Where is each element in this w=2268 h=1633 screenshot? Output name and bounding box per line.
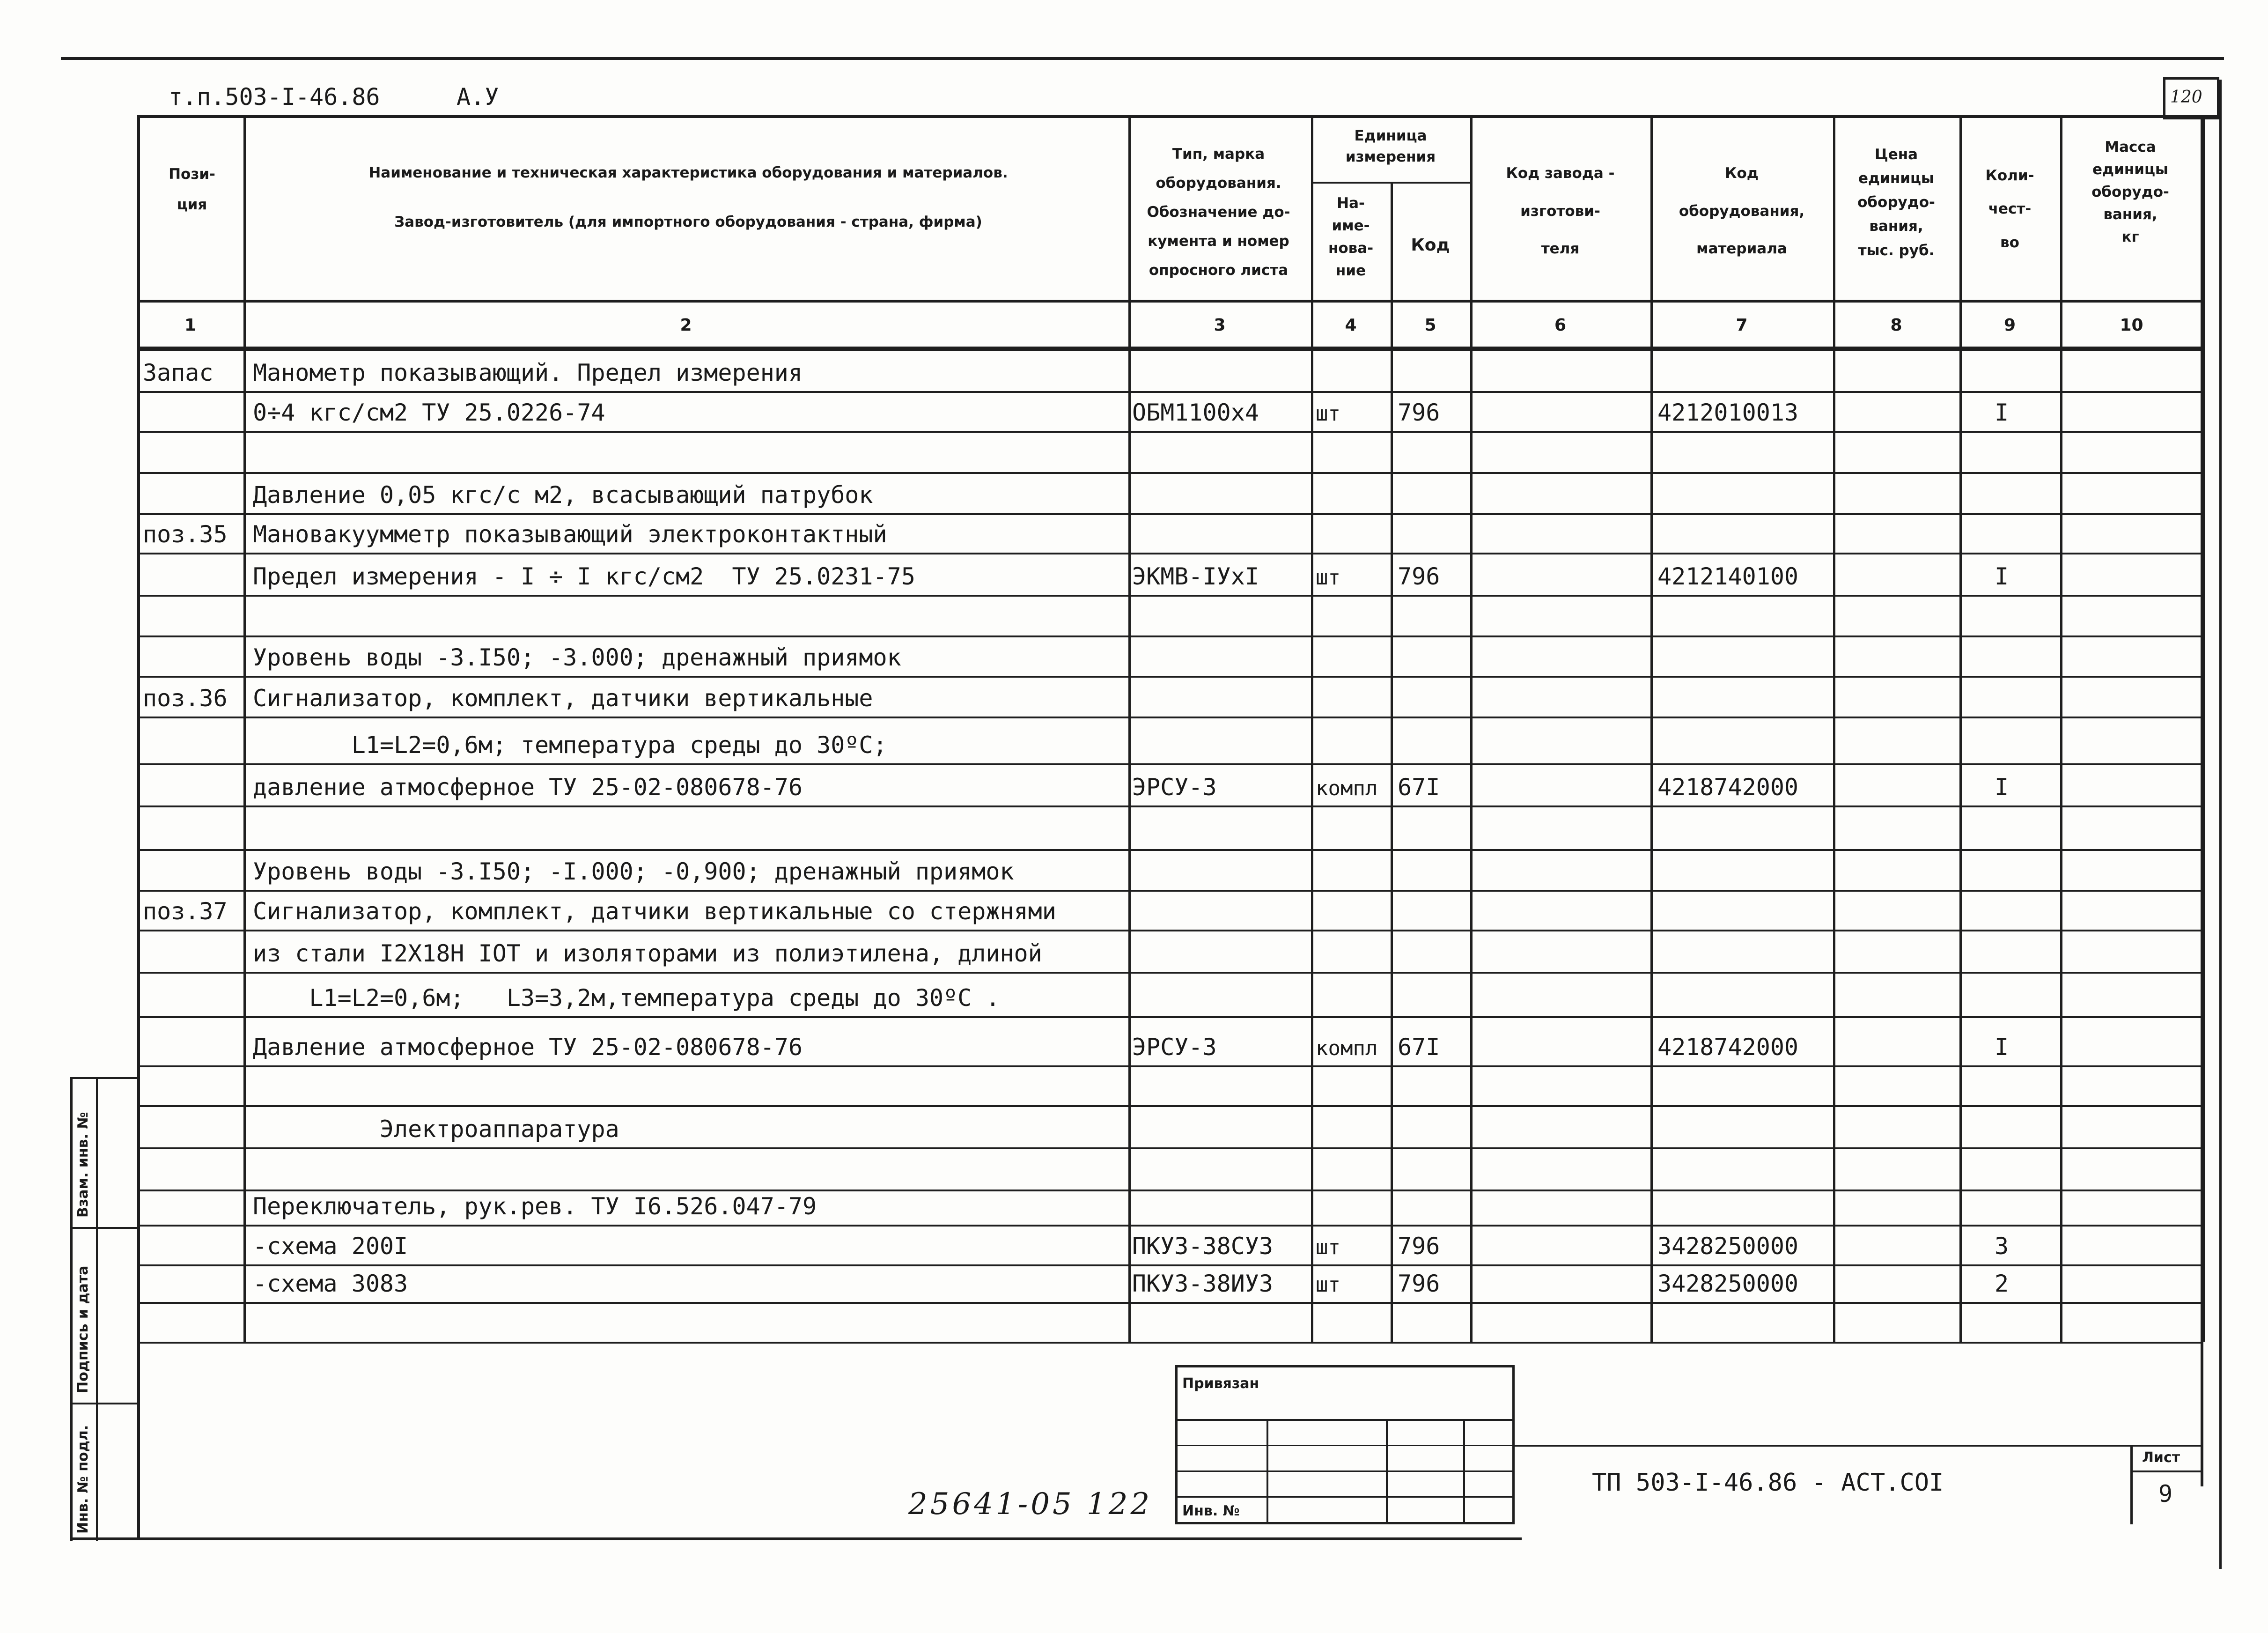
quantity-cell: 2: [1995, 1270, 2009, 1297]
sheet-label: Лист: [2142, 1449, 2180, 1466]
name-cell: L1=L2=0,6м; температура среды до 30ºС;: [253, 732, 887, 759]
type-cell: ЭРСУ-3: [1132, 1034, 1217, 1061]
quantity-cell: I: [1995, 399, 2009, 426]
unit-name-cell: шт: [1316, 402, 1340, 426]
column-line-9: [2060, 115, 2062, 1342]
row-line-12: [137, 849, 2203, 851]
side-stamp-top: [70, 1077, 138, 1079]
unit-code-cell: 796: [1398, 399, 1440, 426]
unit-code-cell: 67I: [1398, 774, 1440, 801]
side-stamp-inv: Инв. № подл.: [75, 1425, 91, 1534]
row-line-21: [137, 1225, 2203, 1227]
type-cell: ОБМ1100х4: [1132, 399, 1259, 426]
project-number: т.п.503-I-46.86: [169, 83, 380, 111]
equipment-code-cell: 4218742000: [1657, 774, 1799, 801]
type-cell: ПКУЗ-38СУЗ: [1132, 1233, 1274, 1260]
equipment-code-cell: 3428250000: [1657, 1270, 1799, 1297]
side-stamp-sep2: [70, 1403, 138, 1404]
unit-name-cell: компл: [1316, 1036, 1378, 1060]
header-bottom: [137, 300, 2203, 303]
row-line-16: [137, 1016, 2203, 1018]
column-number: 9: [2003, 316, 2016, 335]
column-number: 7: [1736, 316, 1748, 335]
side-stamp-inner: [96, 1077, 98, 1541]
name-cell: Уровень воды -3.I50; -3.000; дренажный приямок: [253, 644, 901, 671]
unit-name-cell: шт: [1316, 566, 1340, 590]
row-line-4: [137, 513, 2203, 515]
privyazan-v2: [1386, 1419, 1388, 1524]
name-cell: L1=L2=0,6м; L3=3,2м,температура среды до 30ºС .: [253, 984, 1000, 1012]
equipment-code-cell: 4212010013: [1657, 399, 1799, 426]
header-unit-name: На- име- нова- ние: [1328, 195, 1374, 280]
type-cell: ЭРСУ-3: [1132, 774, 1217, 801]
row-line-8: [137, 676, 2203, 678]
type-cell: ЭКМВ-IУхI: [1132, 563, 1259, 590]
position-cell: поз.37: [143, 898, 228, 925]
name-cell: -схема 200I: [253, 1233, 408, 1260]
name-cell: 0÷4 кгс/см2 ТУ 25.0226-74: [253, 399, 605, 426]
row-line-14: [137, 930, 2203, 931]
header-factory-code: Код завода - изготови- теля: [1506, 165, 1615, 258]
unit-name-cell: шт: [1316, 1273, 1340, 1297]
frame-bottom: [70, 1537, 1522, 1540]
header-type: Тип, марка оборудования. Обозначение до- кумента и номер опросного листа: [1147, 146, 1290, 279]
column-line-2: [1128, 115, 1131, 1342]
column-number: 6: [1554, 316, 1567, 335]
name-cell: Давление атмосферное ТУ 25-02-080678-76: [253, 1034, 803, 1061]
column-number: 5: [1424, 316, 1436, 335]
column-line-0: [137, 115, 140, 1540]
header-name-line2: Завод-изготовитель (для импортного оборудования - страна, фирма): [394, 214, 982, 230]
position-cell: поз.36: [143, 685, 228, 712]
name-cell: Мановакуумметр показывающий электроконтактный: [253, 521, 887, 548]
header-quantity: Коли- чест- во: [1985, 167, 2034, 251]
column-line-1: [243, 115, 246, 1342]
name-cell: Электроаппаратура: [253, 1116, 619, 1143]
position-cell: поз.35: [143, 521, 228, 548]
header-mass: Масса единицы оборудо- вания, кг: [2091, 139, 2169, 246]
header-equipment-code: Код оборудования, материала: [1679, 165, 1805, 258]
sheet-number: 9: [2158, 1480, 2173, 1507]
row-line-9: [137, 717, 2203, 718]
title-block-top: [1515, 1445, 2203, 1447]
column-number: 1: [184, 316, 197, 335]
row-line-7: [137, 635, 2203, 637]
unit-code-cell: 67I: [1398, 1034, 1440, 1061]
inv-label: Инв. №: [1182, 1503, 1240, 1519]
row-line-13: [137, 890, 2203, 892]
privyazan-label: Привязан: [1182, 1375, 1259, 1392]
row-line-24: [137, 1342, 2203, 1344]
name-cell: Сигнализатор, комплект, датчики вертикальные: [253, 685, 873, 712]
frame-right-outer: [2219, 80, 2222, 1569]
row-line-1: [137, 391, 2203, 393]
row-line-10: [137, 763, 2203, 765]
column-line-7: [1833, 115, 1835, 1342]
name-cell: Манометр показывающий. Предел измерения: [253, 359, 803, 386]
column-line-3: [1311, 115, 1313, 1342]
corner-page-number: 120: [2170, 88, 2202, 107]
name-cell: -схема 3083: [253, 1270, 408, 1297]
row-line-19: [137, 1147, 2203, 1149]
privyazan-v1: [1267, 1419, 1268, 1524]
row-line-2: [137, 431, 2203, 433]
row-line-3: [137, 472, 2203, 474]
unit-code-cell: 796: [1398, 563, 1440, 590]
side-stamp-replace: Взам. инв. №: [75, 1112, 91, 1218]
name-cell: давление атмосферное ТУ 25-02-080678-76: [253, 774, 803, 801]
top-rule: [61, 57, 2224, 60]
column-number: 3: [1214, 316, 1226, 335]
unit-name-cell: шт: [1316, 1235, 1340, 1259]
column-line-8: [1959, 115, 1962, 1342]
quantity-cell: I: [1995, 1034, 2009, 1061]
column-line-5: [1470, 115, 1473, 1342]
column-number: 10: [2120, 316, 2143, 335]
name-cell: Давление 0,05 кгс/с м2, всасывающий патрубок: [253, 481, 873, 509]
privyazan-v3: [1463, 1419, 1465, 1524]
column-number: 4: [1345, 316, 1357, 335]
row-line-17: [137, 1065, 2203, 1067]
header-unit-group: Единица измерения: [1345, 127, 1436, 165]
header-price: Цена единицы оборудо- вания, тыс. руб.: [1857, 146, 1935, 259]
column-number: 2: [680, 316, 692, 335]
row-line-0: [137, 349, 2203, 351]
quantity-cell: 3: [1995, 1233, 2009, 1260]
document-code: ТП 503-I-46.86 - АСТ.СОI: [1592, 1469, 1944, 1497]
column-line-10: [2203, 115, 2205, 1342]
header-unit-code: Код: [1411, 236, 1450, 255]
equipment-code-cell: 3428250000: [1657, 1233, 1799, 1260]
sheet-box-divider: [2130, 1470, 2203, 1472]
header-name-line1: Наименование и техническая характеристика оборудования и материалов.: [368, 164, 1008, 181]
row-line-6: [137, 595, 2203, 597]
row-line-20: [137, 1190, 2203, 1191]
album-label: А.У: [457, 83, 499, 111]
equipment-code-cell: 4212140100: [1657, 563, 1799, 590]
unit-code-cell: 796: [1398, 1270, 1440, 1297]
handwritten-archive-number: 25641-05 122: [908, 1487, 1153, 1522]
name-cell: Уровень воды -3.I50; -I.000; -0,900; дренажный приямок: [253, 858, 1014, 885]
quantity-cell: I: [1995, 563, 2009, 590]
unit-name-cell: компл: [1316, 776, 1378, 800]
name-cell: Предел измерения - I ÷ I кгс/см2 ТУ 25.0231-75: [253, 563, 915, 590]
header-position: Пози- ция: [169, 166, 215, 214]
column-line-4: [1391, 182, 1393, 1342]
side-stamp-left: [70, 1077, 73, 1541]
row-line-15: [137, 972, 2203, 974]
name-cell: Переключатель, рук.рев. ТУ I6.526.047-79: [253, 1193, 817, 1220]
frame-top: [137, 115, 2217, 118]
side-stamp-sep1: [70, 1227, 138, 1229]
row-line-23: [137, 1302, 2203, 1304]
side-stamp-signature: Подпись и дата: [75, 1265, 91, 1393]
equipment-code-cell: 4218742000: [1657, 1034, 1799, 1061]
row-line-18: [137, 1105, 2203, 1107]
position-cell: Запас: [143, 359, 214, 386]
row-line-5: [137, 553, 2203, 554]
name-cell: Сигнализатор, комплект, датчики вертикальные со стержнями: [253, 898, 1056, 925]
column-number: 8: [1890, 316, 1902, 335]
quantity-cell: I: [1995, 774, 2009, 801]
name-cell: из стали I2Х18Н IОТ и изоляторами из полиэтилена, длиной: [253, 940, 1042, 967]
row-line-22: [137, 1264, 2203, 1266]
row-line-11: [137, 805, 2203, 807]
type-cell: ПКУЗ-38ИУЗ: [1132, 1270, 1274, 1297]
unit-code-cell: 796: [1398, 1233, 1440, 1260]
column-line-6: [1650, 115, 1653, 1342]
